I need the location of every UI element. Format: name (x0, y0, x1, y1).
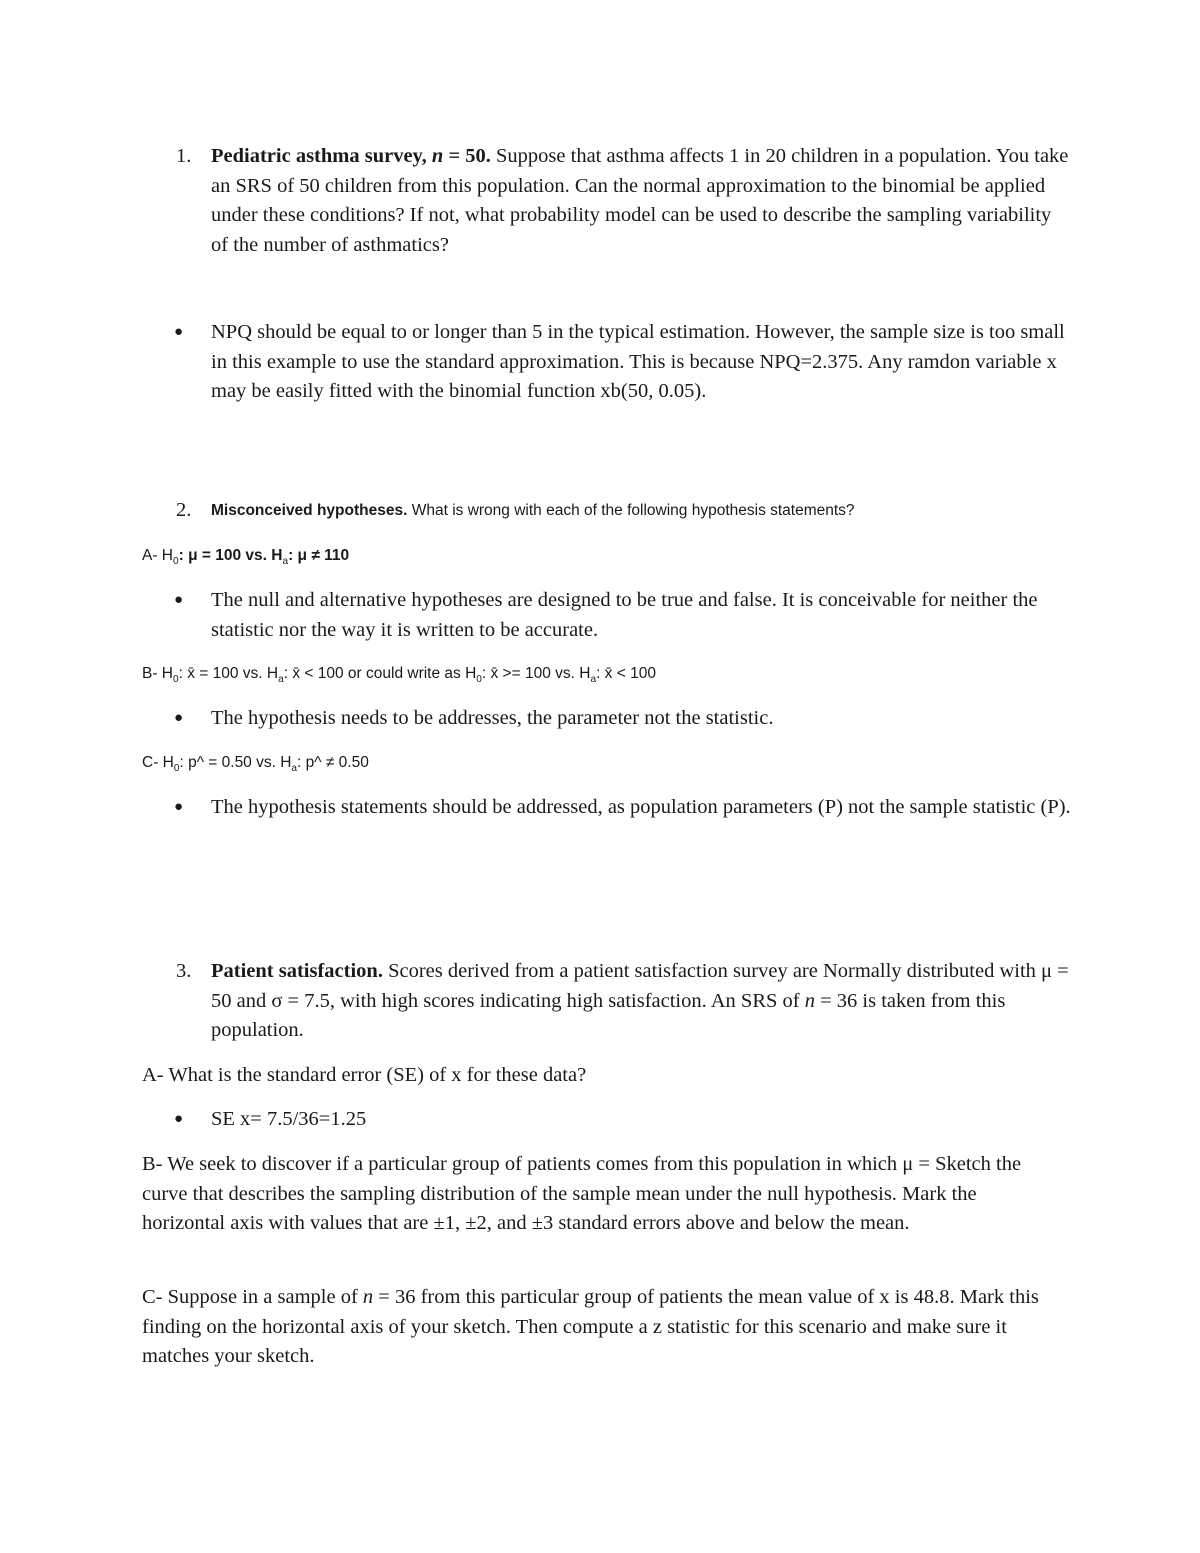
question-1-title: Pediatric asthma survey, (211, 145, 427, 167)
question-1-text: Pediatric asthma survey, n = 50. Suppose that asthma affects 1 in 20 children in a population. You take an SRS of 50 children from this population. Can the normal approximation to the binomial be applied under these conditions? If not, what probability model can be used to describe the sampling variability of the number of asthmatics? (211, 145, 1069, 256)
question-1-number: 1. (176, 145, 192, 167)
bullet-icon: ● (174, 324, 184, 340)
question-3-title: Patient satisfaction. (211, 960, 383, 982)
question-2-title: Misconceived hypotheses. (211, 502, 408, 519)
hypothesis-b-answer-text: The hypothesis needs to be addresses, the parameter not the statistic. (211, 707, 774, 729)
bullet-icon: ● (174, 710, 184, 726)
bullet-icon: ● (174, 799, 184, 815)
question-3-number: 3. (176, 960, 192, 982)
bullet-icon: ● (174, 1111, 184, 1127)
question-1-answer-text: NPQ should be equal to or longer than 5 in the typical estimation. However, the sample size is too small in this example to use the standard approximation. This is because NPQ=2.375. Any ramdon variable x may be easily fitted with the binomial function xb(50, 0.05). (211, 321, 1065, 402)
question-2-text: Misconceived hypotheses. What is wrong with each of the following hypothesis statements? (211, 502, 855, 519)
hypothesis-a-answer-text: The null and alternative hypotheses are designed to be true and false. It is conceivable for neither the statistic nor the way it is written to be accurate. (211, 589, 1038, 641)
bullet-icon: ● (174, 592, 184, 608)
question-3-text: Patient satisfaction. Scores derived from a patient satisfaction survey are Normally distributed with μ = 50 and σ = 7.5, with high scores indicating high satisfaction. An SRS of n = 36 is taken from this population. (211, 960, 1069, 1041)
question-3-a-answer-text: SE x= 7.5/36=1.25 (211, 1108, 367, 1130)
question-2-number: 2. (176, 499, 192, 521)
hypothesis-c-answer-text: The hypothesis statements should be addressed, as population parameters (P) not the sample statistic (P). (211, 796, 1071, 818)
